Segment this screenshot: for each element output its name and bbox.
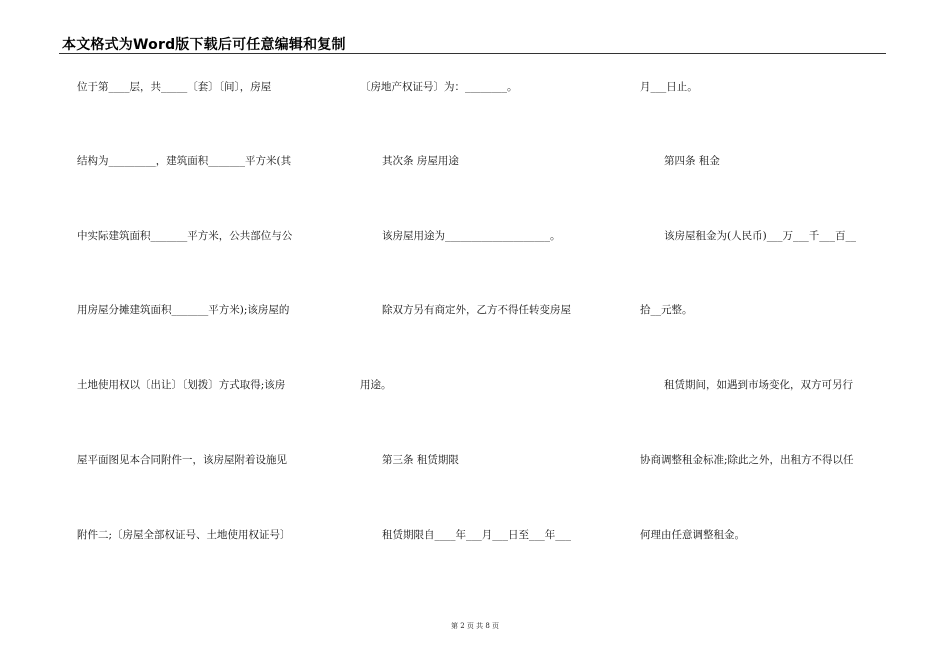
- column-3-line-5: 租赁期间，如遇到市场变化，双方可另行: [664, 379, 853, 391]
- page-number: 第 2 页 共 8 页: [450, 622, 500, 630]
- column-1-line-2: 结构为_________，建筑面积_______平方米(其: [77, 155, 292, 167]
- column-3-line-7: 何理由任意调整租金。: [640, 529, 745, 541]
- document-header-title: 本文格式为Word版下载后可任意编辑和复制: [62, 37, 346, 53]
- column-3-line-1: 月___日止。: [640, 81, 698, 93]
- column-1-line-3: 中实际建筑面积_______平方米，公共部位与公: [77, 230, 293, 242]
- column-1-line-1: 位于第____层，共_____〔套〕〔间〕，房屋: [77, 81, 272, 93]
- column-3-line-4: 拾__元整。: [640, 304, 693, 316]
- column-2-line-4: 除双方另有商定外，乙方不得任转变房屋: [382, 304, 571, 316]
- column-1-line-5: 土地使用权以〔出让〕〔划拨〕方式取得;该房: [77, 379, 286, 391]
- column-2-line-1: 〔房地产权证号〕为：________。: [360, 81, 518, 93]
- column-2-line-7: 租赁期限自____年___月___日至___年___: [382, 529, 571, 541]
- column-1-line-4: 用房屋分摊建筑面积_______平方米);该房屋的: [77, 304, 290, 316]
- column-2-line-2: 其次条 房屋用途: [382, 155, 459, 167]
- column-2-line-5: 用途。: [360, 379, 392, 391]
- column-1-line-6: 屋平面图见本合同附件一，该房屋附着设施见: [77, 454, 287, 466]
- column-3-line-6: 协商调整租金标准;除此之外，出租方不得以任: [640, 454, 854, 466]
- column-2-line-6: 第三条 租赁期限: [382, 454, 459, 466]
- column-3-line-3: 该房屋租金为(人民币)___万___千___百__: [664, 230, 856, 242]
- column-2-line-3: 该房屋用途为____________________。: [382, 230, 561, 242]
- column-1-line-7: 附件二;〔房屋全部权证号、土地使用权证号〕: [77, 529, 291, 541]
- column-3-line-2: 第四条 租金: [664, 155, 720, 167]
